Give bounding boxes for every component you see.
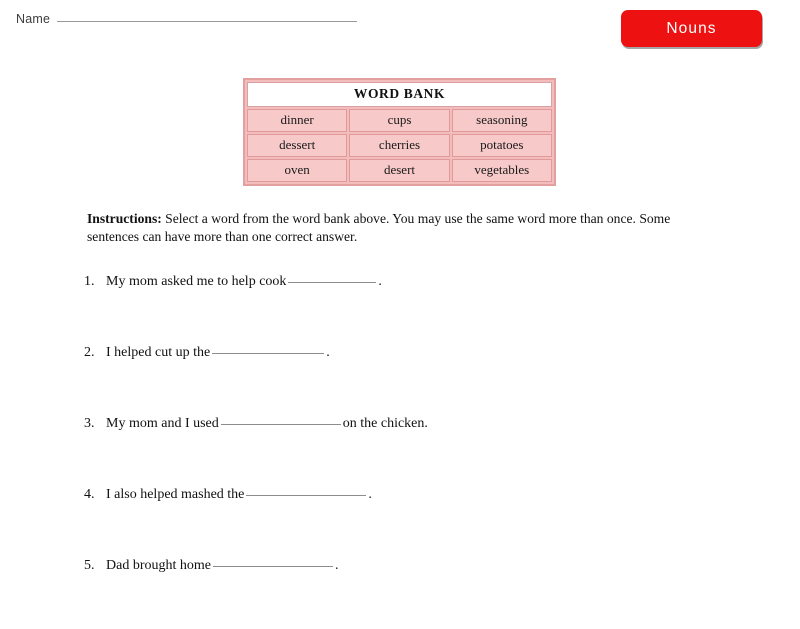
word-bank-cell[interactable]: cherries (349, 134, 449, 157)
name-label: Name (16, 12, 51, 26)
question-number: 1. (84, 274, 95, 289)
word-bank-cell[interactable]: vegetables (452, 159, 552, 182)
question-prompt-before: Dad brought home (106, 558, 211, 573)
word-bank-row (247, 159, 552, 182)
word-bank-cell[interactable]: potatoes (452, 134, 552, 157)
subject-badge (621, 10, 762, 47)
question-text (106, 558, 338, 574)
answer-blank[interactable] (212, 353, 324, 354)
question-prompt-before: My mom asked me to help cook (106, 274, 287, 289)
answer-blank[interactable] (288, 282, 376, 283)
question-prompt-after: . (378, 274, 382, 289)
name-write-in-line[interactable] (57, 21, 357, 22)
question-item (84, 416, 744, 487)
question-item (84, 274, 744, 345)
answer-blank[interactable] (213, 566, 333, 567)
question-number: 3. (84, 416, 95, 431)
question-text (106, 416, 428, 432)
word-bank-cell[interactable]: cups (349, 109, 449, 132)
word-bank-row (247, 109, 552, 132)
subject-badge-label: Nouns (666, 19, 717, 37)
question-prompt-before: My mom and I used (106, 416, 219, 431)
word-bank-row (247, 134, 552, 157)
word-bank-cell[interactable]: oven (247, 159, 347, 182)
question-number: 4. (84, 487, 95, 502)
question-prompt-after: on the chicken. (342, 416, 428, 431)
answer-blank[interactable] (221, 424, 341, 425)
question-text (106, 274, 382, 290)
question-number: 5. (84, 558, 95, 573)
question-item (84, 487, 744, 558)
instructions-label: Instructions: (87, 211, 162, 226)
question-text (106, 345, 330, 361)
name-field-row (16, 12, 357, 26)
question-prompt-before: I helped cut up the (106, 345, 211, 360)
question-prompt-after: . (368, 487, 372, 502)
word-bank-cell[interactable]: desert (349, 159, 449, 182)
answer-blank[interactable] (246, 495, 366, 496)
word-bank-cell[interactable]: dessert (247, 134, 347, 157)
word-bank-cell[interactable]: dinner (247, 109, 347, 132)
questions-list (84, 274, 744, 629)
instructions-text: Select a word from the word bank above. You may use the same word more than once. Some sentences can have more than one correct answer. (87, 211, 671, 244)
word-bank-cell[interactable]: seasoning (452, 109, 552, 132)
question-number: 2. (84, 345, 95, 360)
instructions-block (87, 210, 702, 246)
word-bank-title: WORD BANK (247, 82, 552, 107)
question-item (84, 558, 744, 629)
word-bank (243, 78, 556, 186)
question-item (84, 345, 744, 416)
question-prompt-before: I also helped mashed the (106, 487, 245, 502)
question-text (106, 487, 372, 503)
question-prompt-after: . (326, 345, 330, 360)
question-prompt-after: . (334, 558, 339, 573)
